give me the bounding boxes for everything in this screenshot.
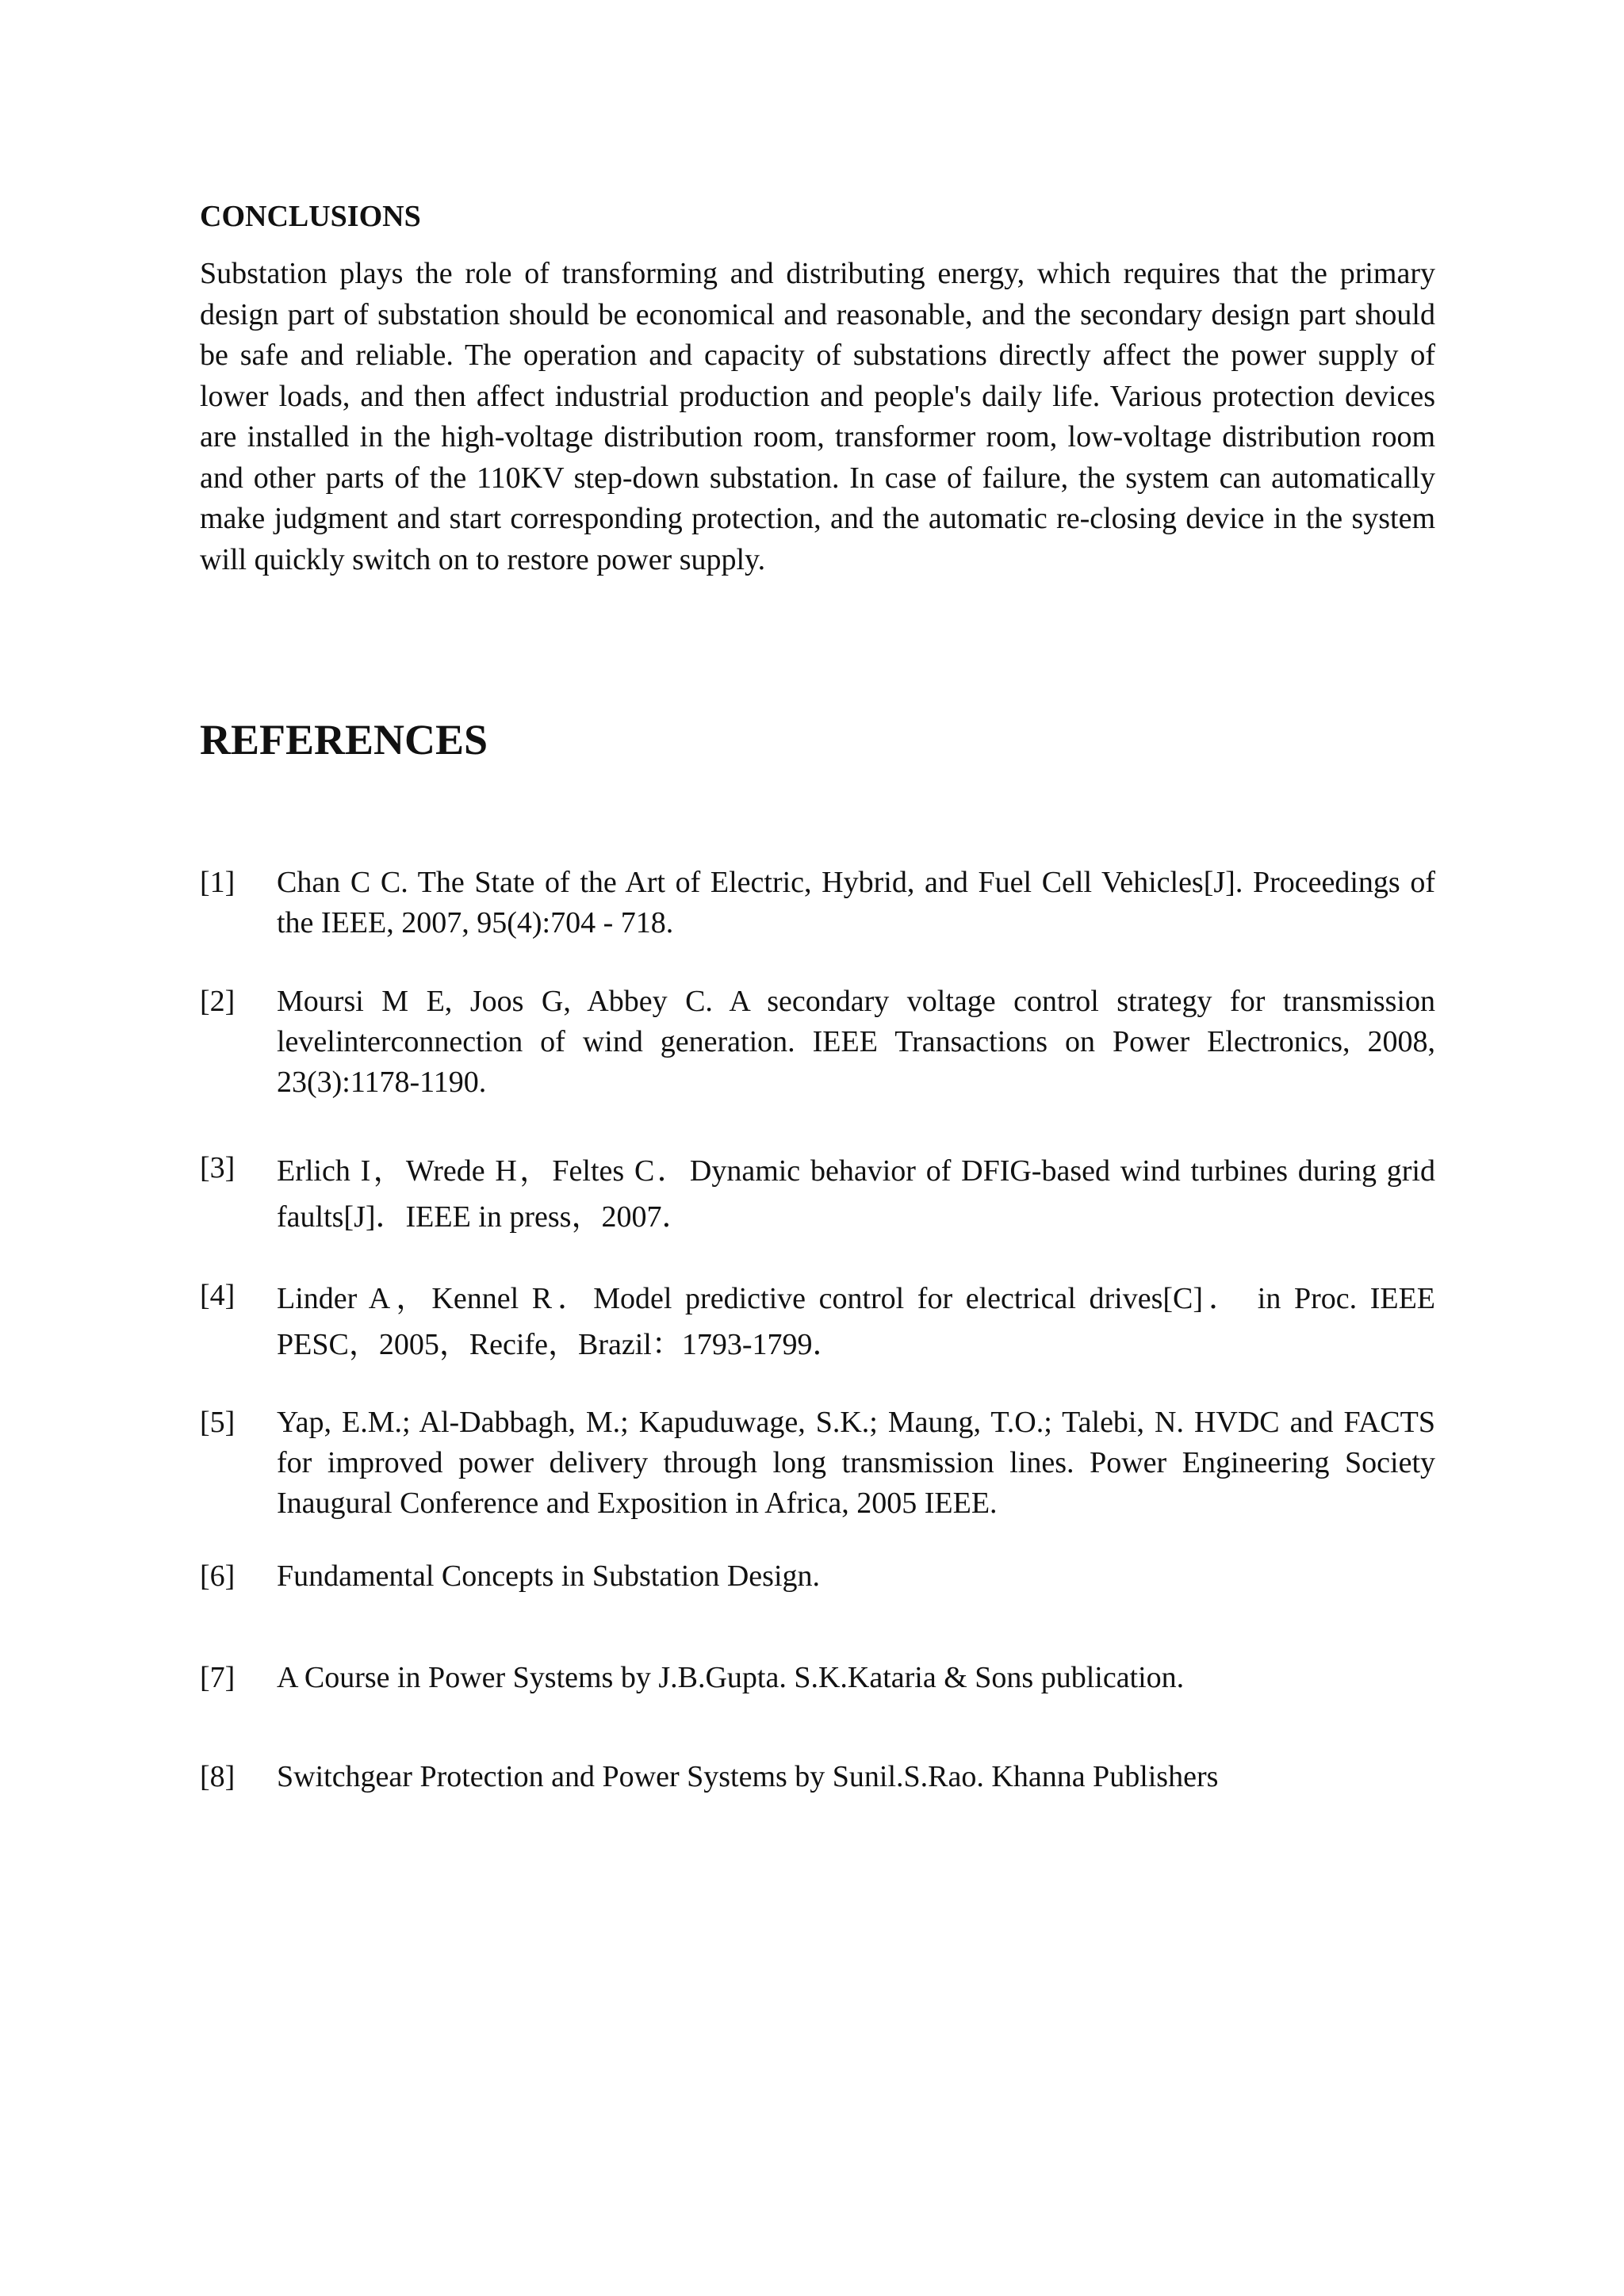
reference-number: [1]: [200, 866, 236, 899]
reference-number: [6]: [200, 1559, 236, 1593]
reference-text: Fundamental Concepts in Substation Design.: [277, 1559, 821, 1593]
reference-number: [8]: [200, 1760, 236, 1793]
reference-item: [200, 1658, 1435, 1698]
reference-item: [200, 982, 1435, 1103]
reference-number: [4]: [200, 1279, 236, 1312]
reference-text: Switchgear Protection and Power Systems by Sunil.S.Rao. Khanna Publishers: [277, 1760, 1219, 1793]
reference-item: [200, 863, 1435, 943]
reference-text: Yap, E.M.; Al-Dabbagh, M.; Kapuduwage, S.K.; Maung, T.O.; Talebi, N. HVDC and FACTS for improved power delivery through long transmission lines. Power Engineering Society Inaugural Conference and Exposition in Africa, 2005 IEEE.: [277, 1406, 1435, 1520]
reference-item: [200, 1402, 1435, 1524]
reference-number: [7]: [200, 1661, 236, 1694]
reference-text: Linder A，Kennel R．Model predictive control for electrical drives[C]． in Proc. IEEE PESC，2005，Recife，Brazil：1793-1799．: [277, 1282, 1435, 1361]
reference-text: Moursi M E, Joos G, Abbey C. A secondary voltage control strategy for transmission levelinterconnection of wind generation. IEEE Transactions on Power Electronics, 2008, 23(3):1178-1190.: [277, 985, 1435, 1099]
references-heading: REFERENCES: [200, 716, 488, 763]
conclusions-paragraph: Substation plays the role of transforming and distributing energy, which requires that the primary design part of substation should be economical and reasonable, and the secondary design part should be safe and reliable. The operation and capacity of substations directly affect the power supply of lower loads, and then affect industrial production and people's daily life. Various protection devices are installed in the high-voltage distribution room, transformer room, low-voltage distribution room and other parts of the 110KV step-down substation. In case of failure, the system can automatically make judgment and start corresponding protection, and the automatic re-closing device in the system will quickly switch on to restore power supply.: [200, 257, 1435, 576]
reference-number: [3]: [200, 1151, 236, 1184]
reference-item: [200, 1757, 1435, 1797]
reference-text: A Course in Power Systems by J.B.Gupta. S.K.Kataria & Sons publication.: [277, 1661, 1185, 1694]
reference-text: Chan C C. The State of the Art of Electric, Hybrid, and Fuel Cell Vehicles[J]. Proceedings of the IEEE, 2007, 95(4):704 - 718.: [277, 866, 1435, 939]
page-content: [200, 197, 1435, 1793]
conclusions-heading: CONCLUSIONS: [200, 200, 421, 233]
reference-number: [5]: [200, 1406, 236, 1439]
reference-item: [200, 1148, 1435, 1240]
reference-number: [2]: [200, 985, 236, 1018]
reference-item: [200, 1276, 1435, 1368]
reference-item: [200, 1556, 1435, 1597]
reference-text: Erlich I，Wrede H，Feltes C．Dynamic behavior of DFIG-based wind turbines during grid faults[J]．IEEE in press，2007．: [277, 1154, 1435, 1234]
